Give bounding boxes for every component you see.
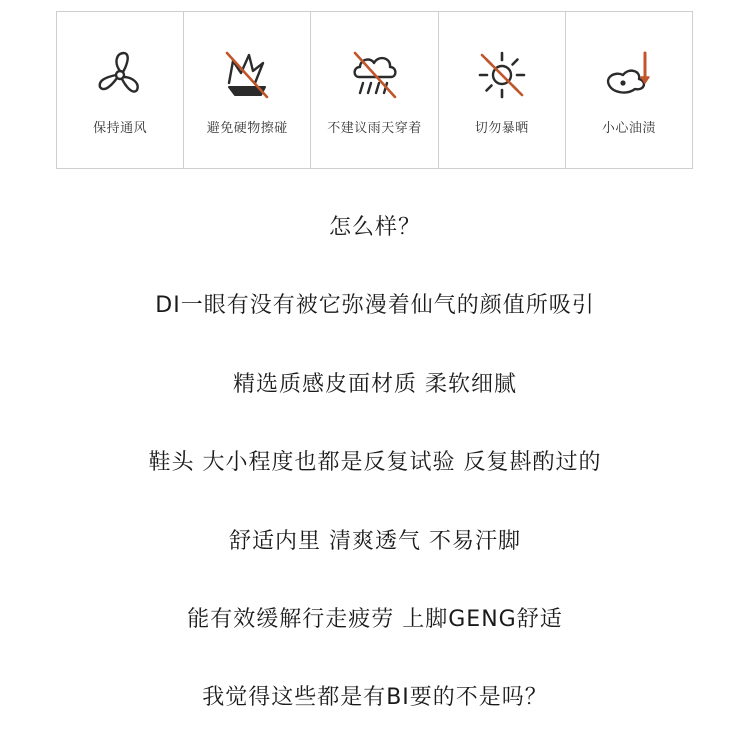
care-label: 不建议雨天穿着	[327, 121, 422, 136]
description-line: 能有效缓解行走疲劳 上脚GENG舒适	[187, 607, 563, 632]
care-instructions-panel	[56, 11, 693, 169]
description-line: 精选质感皮面材质 柔软细腻	[233, 372, 517, 397]
description-line: 舒适内里 清爽透气 不易汗脚	[229, 529, 521, 554]
fan-icon	[92, 47, 148, 103]
care-item-oil-stain	[566, 12, 692, 168]
care-label: 切勿暴晒	[474, 121, 529, 136]
care-item-avoid-hard-objects	[184, 12, 311, 168]
care-item-no-sun	[439, 12, 566, 168]
no-rain-icon	[347, 47, 403, 103]
care-label: 保持通风	[93, 121, 148, 136]
no-hard-objects-icon	[219, 47, 275, 103]
description-line: 鞋头 大小程度也都是反复试验 反复斟酌过的	[148, 450, 602, 475]
description-line: DI一眼有没有被它弥漫着仙气的颜值所吸引	[155, 293, 595, 318]
description-line: 我觉得这些都是有BI要的不是吗？	[202, 685, 548, 710]
oil-stain-icon	[601, 47, 657, 103]
care-label: 小心油渍	[601, 121, 656, 136]
no-sun-icon	[474, 47, 530, 103]
care-item-ventilation	[57, 12, 184, 168]
care-label: 避免硬物擦碰	[206, 121, 288, 136]
description-line: 怎么样？	[328, 215, 421, 240]
care-item-no-rain	[311, 12, 438, 168]
